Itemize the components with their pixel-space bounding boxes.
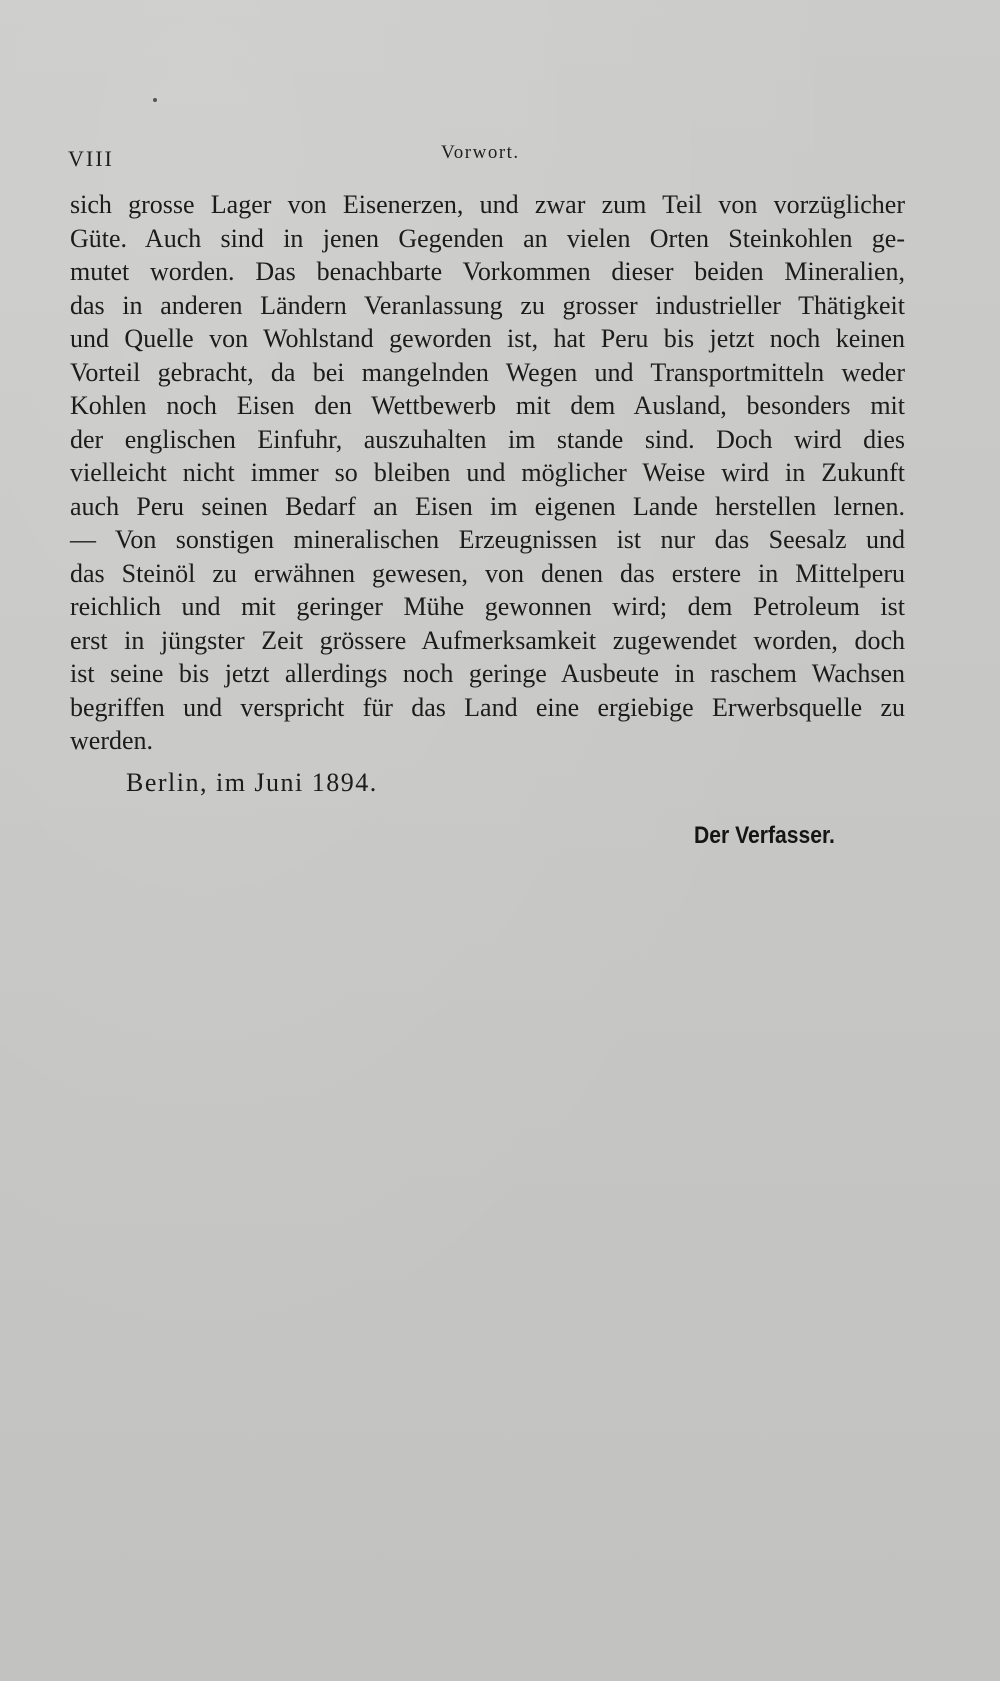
text-line: sich grosse Lager von Eisenerzen, und zwar zum Teil von vorzüglicher (70, 190, 905, 219)
text-line: werden. (70, 726, 154, 755)
running-title: Vorwort. (441, 142, 520, 163)
text-line: — Von sonstigen mineralischen Erzeugnissen ist nur das Seesalz und (70, 525, 905, 554)
text-line: reichlich und mit geringer Mühe gewonnen wird; dem Petroleum ist (70, 592, 905, 621)
place-date: Berlin, im Juni 1894. (126, 768, 378, 797)
page-number: VIII (68, 146, 114, 171)
running-head (68, 142, 930, 178)
text-line: vielleicht nicht immer so bleiben und möglicher Weise wird in Zukunft (70, 458, 905, 487)
text-line: Güte. Auch sind in jenen Gegenden an vielen Orten Steinkohlen ge- (70, 223, 905, 253)
text-line: auch Peru seinen Bedarf an Eisen im eigenen Lande herstellen lernen. (70, 491, 905, 521)
author-signature: Der Verfasser. (694, 822, 835, 849)
text-line: mutet worden. Das benachbarte Vorkommen dieser beiden Mineralien, (70, 257, 905, 286)
text-line: das Steinöl zu erwähnen gewesen, von denen das erstere in Mittelperu (70, 558, 905, 588)
body-text (70, 188, 905, 758)
text-line: Vorteil gebracht, da bei mangelnden Wegen und Transportmitteln weder (70, 357, 905, 387)
text-line: ist seine bis jetzt allerdings noch geringe Ausbeute in raschem Wachsen (70, 659, 905, 688)
text-line: und Quelle von Wohlstand geworden ist, hat Peru bis jetzt noch keinen (70, 324, 905, 353)
print-speck (153, 98, 157, 102)
text-line: begriffen und verspricht für das Land eine ergiebige Erwerbsquelle zu (70, 692, 905, 722)
text-line: erst in jüngster Zeit grössere Aufmerksamkeit zugewendet worden, doch (70, 625, 905, 655)
text-line: der englischen Einfuhr, auszuhalten im stande sind. Doch wird dies (70, 424, 905, 454)
text-line: das in anderen Ländern Veranlassung zu grosser industrieller Thätigkeit (70, 290, 905, 320)
text-line: Kohlen noch Eisen den Wettbewerb mit dem Ausland, besonders mit (70, 391, 905, 420)
